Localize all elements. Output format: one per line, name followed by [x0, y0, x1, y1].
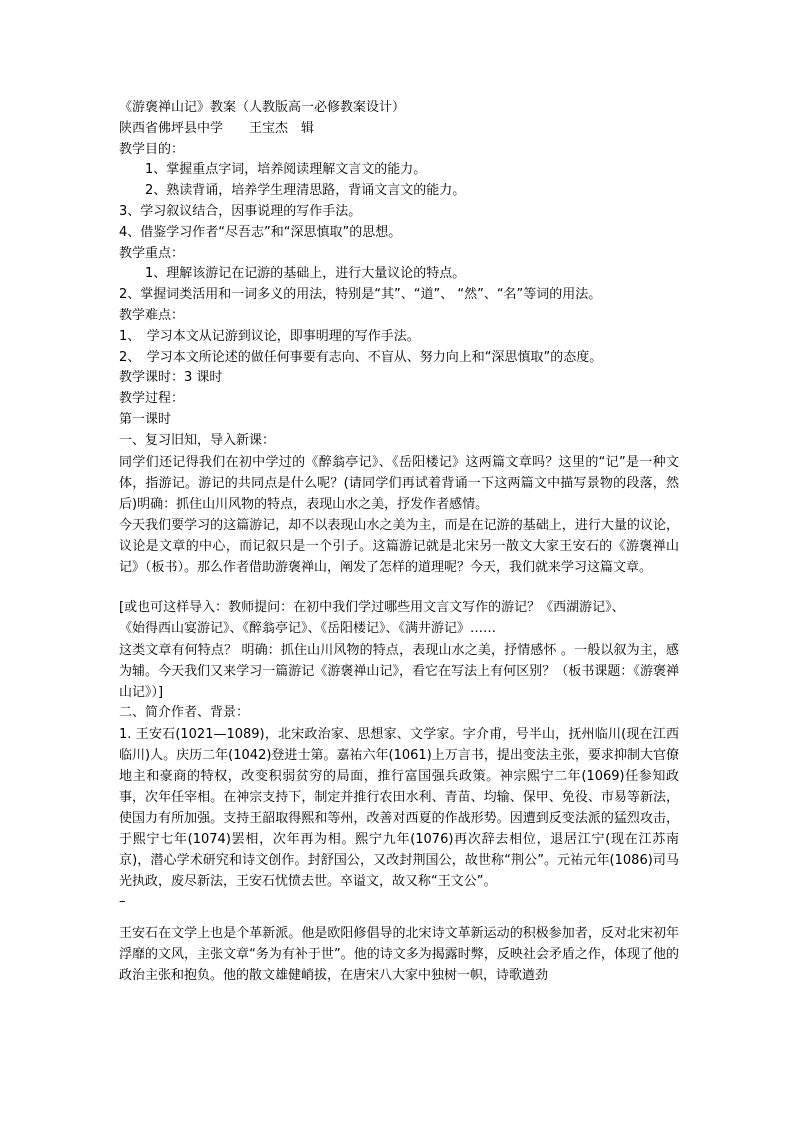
section-heading: 二、简介作者、背景：: [119, 704, 250, 720]
alt-intro-line: 《始得西山宴游记》、《醉翁亭记》、《岳阳楼记》、《满井游记》……: [119, 621, 497, 637]
focus-item: 2、掌握词类活用和一词多义的用法，特别是“其”、“道”、 “然”、“名”等词的用法。: [119, 287, 602, 303]
intro-paragraph: 今天我们要学习的这篇游记，却不以表现山水之美为主，而是在记游的基础上，进行大量的议论，议论是文章的中心，而记叙只是一个引子。这篇游记就是北宋另一散文大家王安石的《游褒禅山记》（板书）。那么作者借助游褒禅山，阐发了怎样的道理呢？今天，我们就来学习这篇文章。: [119, 517, 679, 575]
dash-line: –: [119, 893, 126, 909]
goal-item: 3、学习叙议结合，因事说理的写作手法。: [119, 203, 362, 219]
focus-heading: 教学重点：: [119, 245, 185, 261]
section-heading: 一、复习旧知，导入新课：: [119, 432, 276, 448]
author-line: 陕西省佛坪县中学 王宝杰 辑: [119, 120, 315, 136]
document-page: [119, 98, 679, 986]
difficulty-item: 2、 学习本文所论述的做任何事要有志向、不盲从、努力向上和“深思慎取”的态度。: [119, 349, 603, 365]
document-title: 《游褒禅山记》教案（人教版高一必修教案设计）: [119, 100, 406, 115]
lesson-heading: 第一课时: [119, 411, 172, 427]
alt-intro-line: [或也可这样导入：教师提问：在初中我们学过哪些用文言文写作的游记？《西湖游记》、: [119, 600, 625, 616]
author-bio-paragraph: 1. 王安石(1021—1089)，北宋政治家、思想家、文学家。字介甫，号半山，抚州临川(现在江西临川)人。庆历二年(1042)登进士第。嘉祐六年(1061)上万言书，提出变法主张，要求抑制大官僚地主和豪商的特权，改变积弱贫穷的局面，推行富国强兵政策。神宗熙宁二年(1069)任参知政事，次年任宰相。在神宗支持下，制定并推行农田水利、青苗、均输、保甲、免役、市易等新法，使国力有所加强。支持王韶取得熙和等州，改善对西夏的作战形势。因遭到反变法派的猛烈攻击，于熙宁七年(1074)罢相，次年再为相。熙宁九年(1076)再次辞去相位，退居江宁(现在江苏南京)，潜心学术研究和诗文创作。封舒国公，又改封荆国公，故世称“荆公”。元祐元年(1086)司马光执政，废尽新法，王安石忧愤去世。卒谥文，故又称“王文公”。: [119, 726, 679, 889]
difficulty-heading: 教学难点：: [119, 307, 185, 323]
focus-item: 1、理解该游记在记游的基础上，进行大量议论的特点。: [145, 266, 466, 282]
teaching-hours: 教学课时：3 课时: [119, 370, 223, 386]
alt-intro-paragraph: 这类文章有何特点？ 明确：抓住山川风物的特点，表现山水之美，抒情感怀 。一般以叙为主，感为辅。今天我们又来学习一篇游记《游褒禅山记》，看它在写法上有何区别？（板书课题：《游褒禅山记》）]: [119, 642, 679, 700]
goal-item: 2、熟读背诵，培养学生理清思路，背诵文言文的能力。: [145, 183, 466, 199]
goal-item: 1、掌握重点字词，培养阅读理解文言文的能力。: [145, 162, 427, 178]
goals-heading: 教学目的：: [119, 141, 185, 157]
literature-paragraph: 王安石在文学上也是个革新派。他是欧阳修倡导的北宋诗文革新运动的积极参加者，反对北宋初年浮靡的文风，主张文章“务为有补于世”。他的诗文多为揭露时弊，反映社会矛盾之作，体现了他的政治主张和抱负。他的散文雄健峭拔，在唐宋八大家中独树一帜，诗歌遒劲: [119, 925, 679, 983]
goal-item: 4、借鉴学习作者“尽吾志”和“深思慎取”的思想。: [119, 224, 402, 240]
process-heading: 教学过程：: [119, 391, 185, 407]
intro-paragraph: 同学们还记得我们在初中学过的《醉翁亭记》、《岳阳楼记》这两篇文章吗？这里的“记”是一种文体，指游记。游记的共同点是什么呢？(请同学们再试着背诵一下这两篇文中描写景物的段落，然后)明确：抓住山川风物的特点，表现山水之美，抒发作者感情。: [119, 454, 679, 512]
difficulty-item: 1、 学习本文从记游到议论，即事明理的写作手法。: [119, 328, 420, 344]
